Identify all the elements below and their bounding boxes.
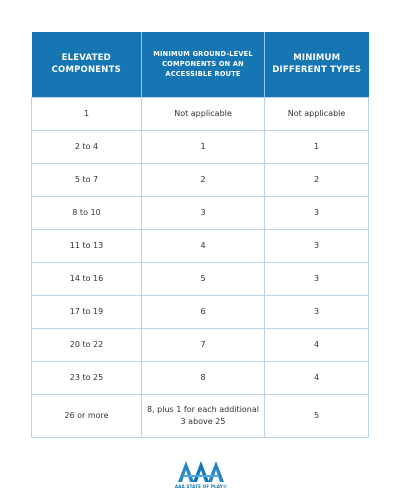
cell-ground-level: 7 xyxy=(142,328,265,361)
aaa-state-of-play-logo xyxy=(171,459,231,491)
table-row xyxy=(32,361,369,394)
cell-elevated: 17 to 19 xyxy=(32,295,142,328)
components-table xyxy=(31,32,369,438)
table-row xyxy=(32,97,369,130)
cell-different-types: 3 xyxy=(265,262,369,295)
cell-ground-level: 1 xyxy=(142,130,265,163)
cell-different-types: 3 xyxy=(265,196,369,229)
cell-different-types: 4 xyxy=(265,361,369,394)
cell-ground-level: 8, plus 1 for each additional 3 above 25 xyxy=(142,394,265,437)
cell-different-types: 1 xyxy=(265,130,369,163)
cell-ground-level: 5 xyxy=(142,262,265,295)
cell-ground-level: Not applicable xyxy=(142,97,265,130)
cell-elevated: 14 to 16 xyxy=(32,262,142,295)
cell-different-types: 2 xyxy=(265,163,369,196)
cell-ground-level: 6 xyxy=(142,295,265,328)
table-row xyxy=(32,394,369,437)
table-header-row xyxy=(32,32,369,97)
cell-elevated: 5 to 7 xyxy=(32,163,142,196)
cell-elevated: 20 to 22 xyxy=(32,328,142,361)
cell-ground-level: 2 xyxy=(142,163,265,196)
table-row xyxy=(32,163,369,196)
table-row xyxy=(32,295,369,328)
cell-ground-level: 4 xyxy=(142,229,265,262)
table-row xyxy=(32,262,369,295)
logo-text: AAA STATE OF PLAY® xyxy=(174,484,228,489)
components-table-container xyxy=(31,32,368,438)
header-elevated-components: ELEVATED COMPONENTS xyxy=(32,32,142,97)
aaa-logo-mark-icon xyxy=(177,459,225,483)
table-row xyxy=(32,130,369,163)
cell-different-types: 3 xyxy=(265,229,369,262)
cell-elevated: 26 or more xyxy=(32,394,142,437)
cell-different-types: 3 xyxy=(265,295,369,328)
cell-elevated: 23 to 25 xyxy=(32,361,142,394)
table-row xyxy=(32,229,369,262)
cell-elevated: 11 to 13 xyxy=(32,229,142,262)
cell-different-types: 5 xyxy=(265,394,369,437)
cell-different-types: 4 xyxy=(265,328,369,361)
header-minimum-ground-level: MINIMUM GROUND-LEVEL COMPONENTS ON AN ACCESSIBLE ROUTE xyxy=(142,32,265,97)
cell-ground-level: 8 xyxy=(142,361,265,394)
cell-ground-level: 3 xyxy=(142,196,265,229)
cell-elevated: 2 to 4 xyxy=(32,130,142,163)
cell-elevated: 8 to 10 xyxy=(32,196,142,229)
table-row xyxy=(32,196,369,229)
cell-different-types: Not applicable xyxy=(265,97,369,130)
table-row xyxy=(32,328,369,361)
cell-elevated: 1 xyxy=(32,97,142,130)
header-minimum-different-types: MINIMUM DIFFERENT TYPES xyxy=(265,32,369,97)
